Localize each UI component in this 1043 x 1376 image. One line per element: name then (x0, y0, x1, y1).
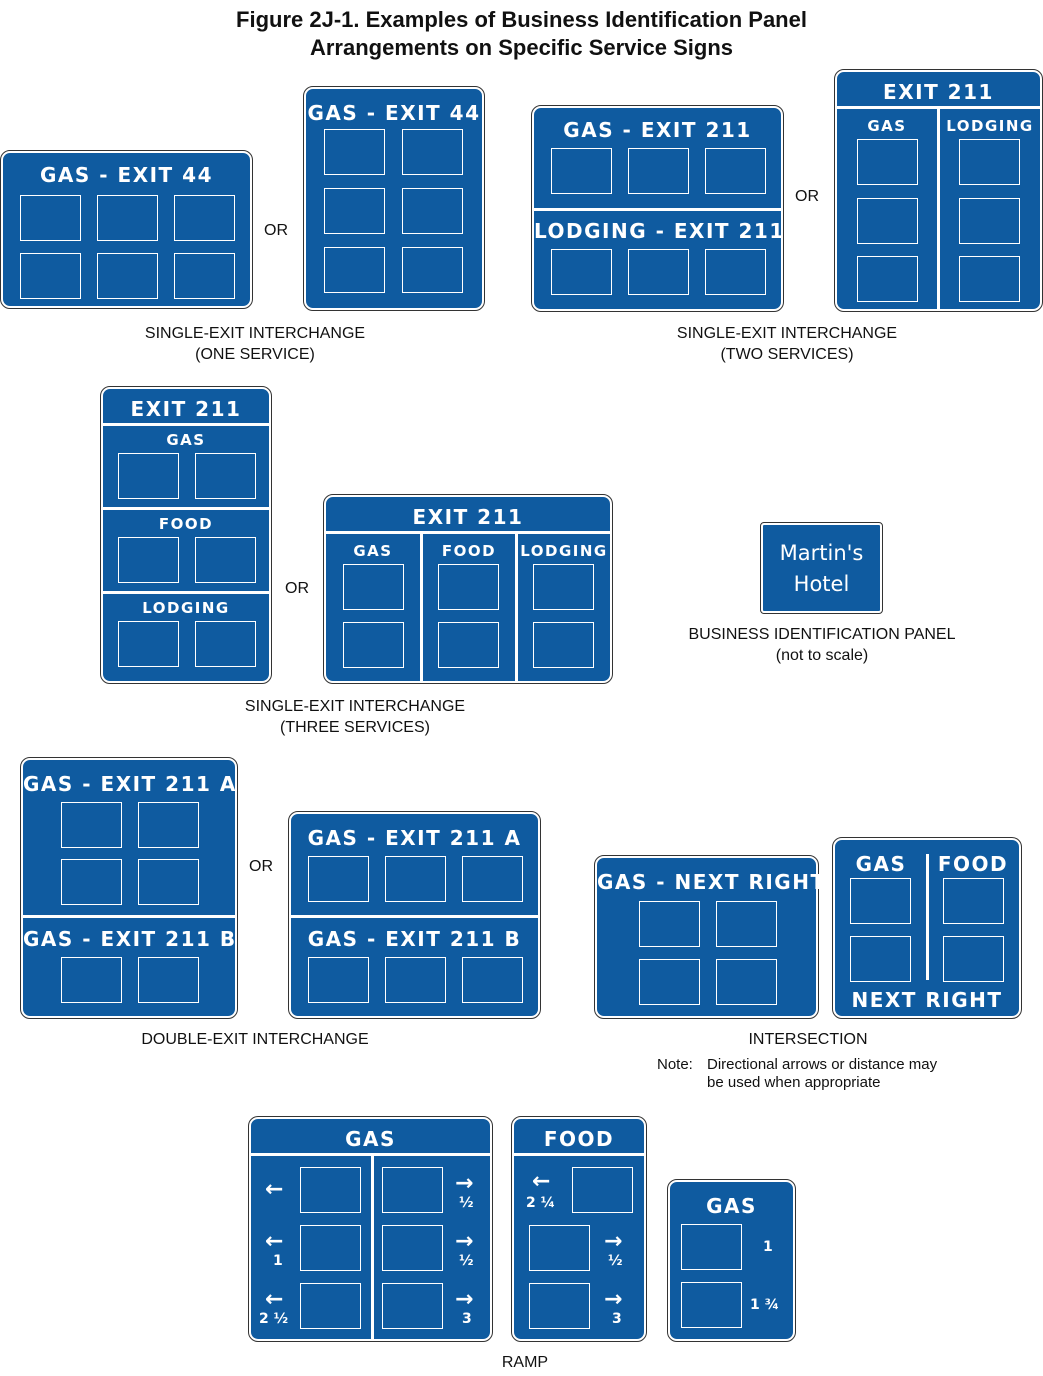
business-panel (195, 537, 256, 583)
distance-label: 3 (612, 1311, 622, 1327)
distance-label: ½ (608, 1253, 623, 1269)
divider (291, 915, 538, 918)
distance-label: 2 ½ (259, 1311, 289, 1327)
service-label: GAS (166, 431, 206, 449)
caption-line: (THREE SERVICES) (280, 719, 430, 736)
sign-exit-211-gas-lodging-tall (835, 70, 1042, 311)
caption-line: BUSINESS IDENTIFICATION PANEL (688, 626, 956, 643)
figure-title-line-2: Arrangements on Specific Service Signs (309, 35, 734, 60)
service-label: GAS (353, 542, 393, 560)
business-panel (551, 249, 612, 295)
divider (937, 106, 940, 309)
caption-line: (not to scale) (775, 647, 869, 664)
business-panel (462, 856, 523, 902)
distance-label: ½ (459, 1253, 474, 1269)
business-panel (195, 453, 256, 499)
business-panel (402, 247, 463, 293)
distance-label: 1 (273, 1253, 283, 1269)
figure-title (0, 6, 1043, 62)
business-panel (681, 1224, 742, 1270)
business-panel (681, 1282, 742, 1328)
sign-legend: EXIT 211 (130, 397, 242, 421)
business-panel (716, 901, 777, 947)
business-panel (850, 936, 911, 982)
business-panel (639, 901, 700, 947)
business-panel (529, 1283, 590, 1329)
sign-legend: GAS - EXIT 211 A (307, 826, 522, 850)
business-panel (628, 148, 689, 194)
service-label: FOOD (158, 515, 214, 533)
business-panel (174, 195, 235, 241)
business-panel (382, 1167, 443, 1213)
figure-title-line-1: Figure 2J-1. Examples of Business Identification Panel (236, 7, 807, 32)
sign-legend: GAS (706, 1194, 757, 1218)
business-panel (61, 859, 122, 905)
note-text-line-2: be used when appropriate (707, 1074, 881, 1091)
business-panel (402, 188, 463, 234)
sign-gas-exit-44-tall (304, 87, 484, 310)
business-panel (716, 959, 777, 1005)
divider (371, 1153, 374, 1339)
arrow-right-icon: → (604, 1287, 623, 1312)
caption-line: SINGLE-EXIT INTERCHANGE (144, 325, 366, 342)
business-panel (138, 859, 199, 905)
business-panel (572, 1167, 633, 1213)
business-panel (138, 802, 199, 848)
sign-legend: GAS (345, 1127, 396, 1151)
business-panel (857, 139, 918, 185)
business-panel (174, 253, 235, 299)
business-panel (324, 188, 385, 234)
distance-label: 2 ¼ (526, 1195, 556, 1211)
or-label: OR (249, 858, 273, 875)
business-panel (308, 957, 369, 1003)
arrow-right-icon: → (455, 1229, 474, 1254)
sign-legend: LODGING - EXIT 211 (534, 219, 785, 243)
business-panel (118, 537, 179, 583)
sign-ramp-food (512, 1117, 646, 1341)
business-panel (857, 198, 918, 244)
arrow-right-icon: → (455, 1287, 474, 1312)
divider (926, 854, 929, 980)
arrow-right-icon: → (455, 1171, 474, 1196)
note-text-line-1: Directional arrows or distance may (707, 1056, 938, 1073)
business-panel (705, 148, 766, 194)
caption-business-panel (652, 624, 992, 666)
business-panel (97, 253, 158, 299)
sign-gas-exit-44-wide (1, 151, 252, 308)
note-label: Note: (657, 1056, 693, 1073)
business-panel (61, 957, 122, 1003)
caption-intersection (658, 1029, 958, 1050)
business-panel (382, 1225, 443, 1271)
business-panel (118, 621, 179, 667)
business-panel (438, 622, 499, 668)
caption-one-service (90, 323, 420, 365)
sign-ramp-gas-distance (668, 1180, 795, 1341)
distance-label: 3 (462, 1311, 472, 1327)
service-label: LODGING (142, 599, 230, 617)
divider (534, 208, 781, 211)
arrow-left-icon: ← (265, 1287, 284, 1312)
divider (514, 1153, 644, 1156)
business-panel (343, 564, 404, 610)
service-label: LODGING (946, 117, 1034, 135)
service-label: GAS (855, 852, 907, 876)
business-panel (20, 253, 81, 299)
business-panel (20, 195, 81, 241)
business-panel (959, 198, 1020, 244)
caption-line: INTERSECTION (748, 1031, 868, 1048)
business-panel (529, 1225, 590, 1271)
caption-three-services (190, 696, 520, 738)
or-label: OR (795, 188, 819, 205)
caption-ramp (425, 1352, 625, 1373)
business-panel (300, 1225, 361, 1271)
sign-legend: GAS - EXIT 211 (563, 118, 752, 142)
business-panel (533, 622, 594, 668)
caption-line: SINGLE-EXIT INTERCHANGE (244, 698, 466, 715)
business-panel (639, 959, 700, 1005)
business-panel (61, 802, 122, 848)
divider (103, 507, 269, 510)
sign-gas-exit-211-a-b-tall (21, 758, 237, 1018)
business-panel (857, 256, 918, 302)
sign-exit-211-three-columns (324, 495, 612, 683)
arrow-left-icon: ← (265, 1229, 284, 1254)
business-panel (385, 856, 446, 902)
business-panel (97, 195, 158, 241)
distance-label: 1 ¾ (750, 1297, 780, 1313)
service-label: LODGING (520, 542, 608, 560)
sign-exit-211-three-stacked (101, 387, 271, 683)
business-panel (943, 936, 1004, 982)
business-panel (533, 564, 594, 610)
business-panel (324, 247, 385, 293)
business-panel (118, 453, 179, 499)
arrow-right-icon: → (604, 1229, 623, 1254)
caption-line: SINGLE-EXIT INTERCHANGE (676, 325, 898, 342)
business-panel (402, 129, 463, 175)
sign-legend: NEXT RIGHT (851, 988, 1003, 1012)
divider (103, 591, 269, 594)
business-panel (462, 957, 523, 1003)
panel-text-line-1: Martin's (779, 541, 864, 565)
divider (103, 423, 269, 426)
panel-text-line-2: Hotel (793, 572, 850, 596)
business-panel (324, 129, 385, 175)
business-panel (343, 622, 404, 668)
business-panel (300, 1283, 361, 1329)
business-panel (551, 148, 612, 194)
caption-line: DOUBLE-EXIT INTERCHANGE (141, 1031, 369, 1048)
or-label: OR (285, 580, 309, 597)
business-identification-panel (761, 523, 882, 613)
sign-legend: GAS - EXIT 211 B (307, 927, 522, 951)
caption-line: RAMP (501, 1354, 549, 1371)
sign-legend: FOOD (543, 1127, 615, 1151)
service-label: FOOD (441, 542, 497, 560)
arrow-left-icon: ← (265, 1177, 284, 1202)
sign-legend: GAS - EXIT 44 (307, 101, 481, 125)
business-panel (850, 878, 911, 924)
sign-ramp-gas (249, 1117, 492, 1341)
business-panel (438, 564, 499, 610)
sign-legend: GAS - EXIT 44 (40, 163, 213, 187)
business-panel (138, 957, 199, 1003)
or-label: OR (264, 222, 288, 239)
business-panel (385, 957, 446, 1003)
business-panel (195, 621, 256, 667)
sign-legend: EXIT 211 (883, 80, 994, 104)
service-label: GAS (867, 117, 907, 135)
sign-legend: EXIT 211 (412, 505, 524, 529)
business-panel (382, 1283, 443, 1329)
business-panel (959, 256, 1020, 302)
sign-gas-exit-211-a-b-wide (289, 812, 540, 1018)
caption-two-services (622, 323, 952, 365)
sign-gas-lodging-exit-211-wide (532, 106, 783, 311)
arrow-left-icon: ← (532, 1169, 551, 1194)
sign-legend: GAS - EXIT 211 A (23, 772, 237, 796)
business-panel (300, 1167, 361, 1213)
caption-line: (TWO SERVICES) (720, 346, 854, 363)
business-panel (308, 856, 369, 902)
business-panel (959, 139, 1020, 185)
caption-double-exit (90, 1029, 420, 1050)
business-panel (943, 878, 1004, 924)
business-panel (705, 249, 766, 295)
divider (326, 531, 610, 534)
distance-label: 1 (763, 1239, 773, 1255)
sign-gas-next-right (595, 856, 826, 1018)
sign-gas-food-next-right (833, 838, 1021, 1018)
sign-legend: GAS - NEXT RIGHT (597, 870, 826, 894)
sign-legend: GAS - EXIT 211 B (23, 927, 237, 951)
caption-line: (ONE SERVICE) (195, 346, 315, 363)
business-panel (628, 249, 689, 295)
divider (23, 915, 235, 918)
distance-label: ½ (459, 1195, 474, 1211)
service-label: FOOD (937, 852, 1009, 876)
